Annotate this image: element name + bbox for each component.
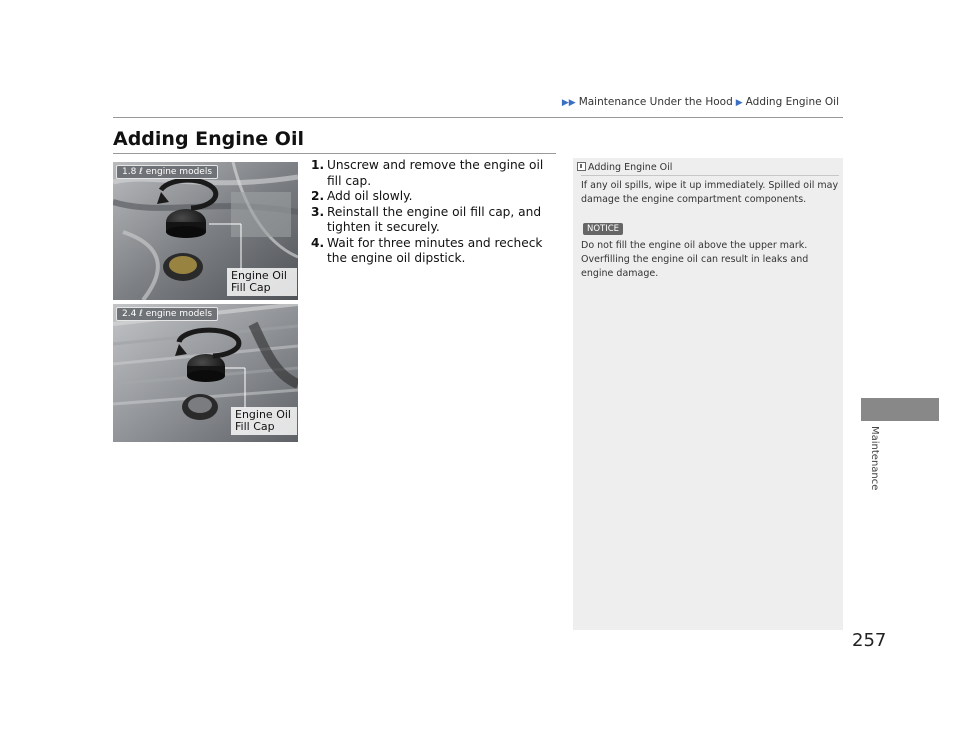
step-item [311,236,561,267]
step-item [311,205,561,236]
side-notes-panel [573,158,843,630]
step-number: 3. [311,204,325,219]
breadcrumb-arrow-icon: ▶▶ [561,98,576,108]
page-title: Adding Engine Oil [113,128,304,150]
engine-model-tag: 1.8 ℓ engine models [116,165,218,179]
reference-icon [577,162,586,171]
step-number: 1. [311,158,325,172]
title-divider [113,153,556,154]
step-number: 4. [311,235,325,250]
fill-cap-callout: Engine Oil Fill Cap [227,268,297,296]
fill-cap-callout: Engine Oil Fill Cap [231,407,297,435]
engine-photo-2 [113,304,298,442]
breadcrumb-arrow-icon: ▶ [735,98,743,108]
procedure-steps [311,158,561,267]
side-notes-heading [577,162,672,173]
notice-badge: NOTICE [583,223,623,235]
engine-model-tag: 2.4 ℓ engine models [116,307,218,321]
breadcrumb-item[interactable]: Adding Engine Oil [745,96,839,108]
step-text: Reinstall the engine oil fill cap, and tighten it securely. [327,204,542,234]
breadcrumb [562,96,842,108]
notice-text: Do not fill the engine oil above the upper mark. Overfilling the engine oil can result in leaks and engine damage. [581,240,809,279]
side-notes-divider [581,175,839,176]
side-notes-paragraph: If any oil spills, wipe it up immediately. Spilled oil may damage the engine compartment components. [581,180,839,205]
engine-photo-1 [113,162,298,300]
step-item [311,158,561,189]
step-text: Add oil slowly. [327,189,413,203]
step-number: 2. [311,189,325,203]
page-number: 257 [852,630,887,651]
breadcrumb-item[interactable]: Maintenance Under the Hood [578,96,733,108]
side-notes-title: Adding Engine Oil [588,162,673,173]
section-tab[interactable] [861,398,939,421]
header-divider [113,117,843,118]
step-text: Unscrew and remove the engine oil fill cap. [327,158,544,188]
step-text: Wait for three minutes and recheck the engine oil dipstick. [327,235,543,265]
step-item [311,189,561,205]
section-label: Maintenance [869,426,880,491]
